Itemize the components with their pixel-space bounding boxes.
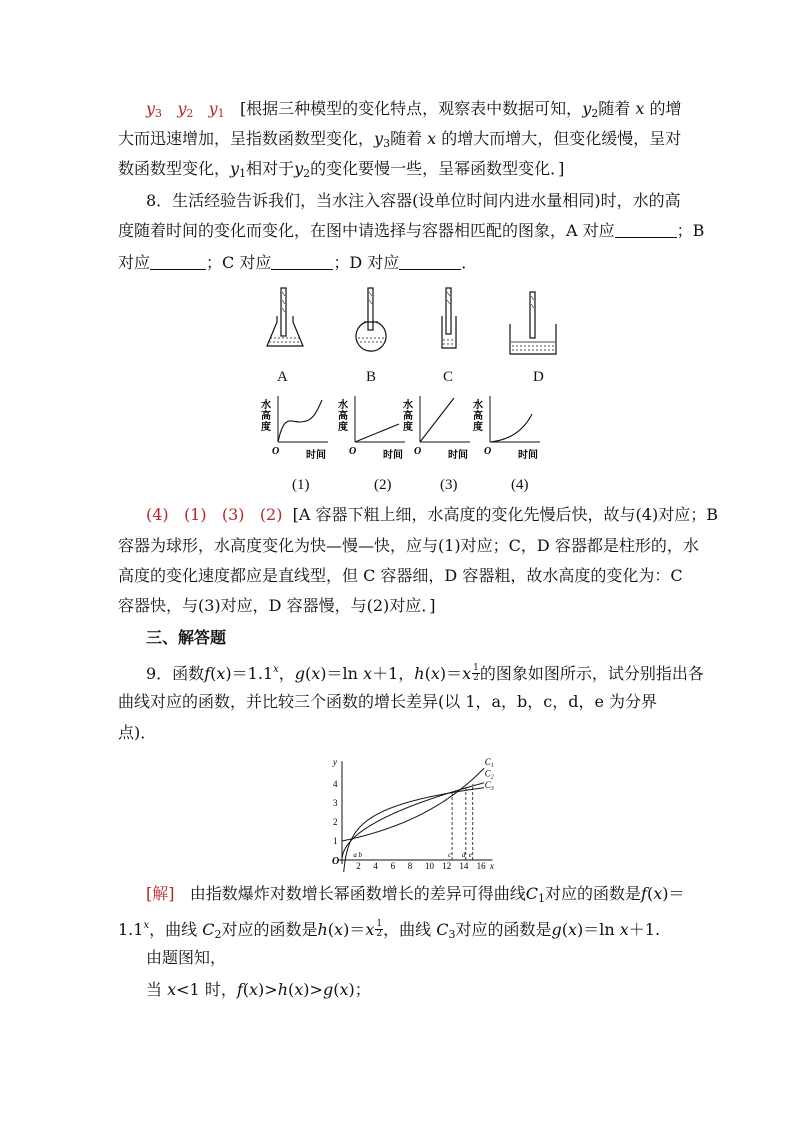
point-label-c: c xyxy=(448,851,452,859)
q8-stem-line1: 8．生活经验告诉我们，当水注入容器(设单位时间内进水量相同)时，水的高 xyxy=(146,191,681,210)
x-tick-label: 12 xyxy=(442,861,452,871)
q7-explanation-line3: 数函数型变化，$y_1$相对于$y_2$的变化要慢一些，呈幂函数型变化．] xyxy=(118,159,565,180)
containers-figure xyxy=(258,286,568,356)
container-a xyxy=(267,288,303,346)
container-c xyxy=(442,288,456,348)
q8-answers: (4) (1) (3) (2) xyxy=(146,505,283,524)
answer-y3: $y_3$ xyxy=(146,99,163,120)
q8-explanation-line3: 高度的变化速度都应是直线型，但 C 容器细，D 容器粗，故水高度的变化为：C xyxy=(118,566,683,585)
graph-y-label: 高 xyxy=(403,411,413,422)
container-label-b: B xyxy=(366,369,377,385)
q9-stem-line3: 点)． xyxy=(118,723,157,742)
graph-label-2: (2) xyxy=(374,477,392,493)
graph-y-label: 高 xyxy=(338,411,348,422)
graph-curve xyxy=(278,400,322,442)
q8-stem-line2: 度随着时间的变化而变化，在图中请选择与容器相匹配的图象，A 对应 ；B xyxy=(118,221,705,240)
y-tick-label: 4 xyxy=(333,779,338,789)
q7-answer-line: $y_3$ $y_2$ $y_1$ [根据三种模型的变化特点，观察表中数据可知，$y_2$随着 x 的增 xyxy=(146,99,682,120)
graph-y-label: 度 xyxy=(338,422,348,433)
q9-solution-line2: 1.1$^x$，曲线 $C_2$对应的函数是h(x)＝x $\frac{1}{2}$ ，曲线 $C_3$对应的函数是g(x)＝ln x＋1. xyxy=(118,919,661,941)
container-d xyxy=(510,292,556,354)
x-tick-label: 16 xyxy=(476,861,486,871)
graph-curve xyxy=(490,414,532,442)
q9-stem-line1: 9．函数$f(x)=1.1^x$，g(x)＝ln x＋1，h(x)＝x $\frac{1}{2}$ 的图象如图所示，试分别指出各 xyxy=(146,663,704,683)
y-axis-label: y xyxy=(333,757,337,767)
y-tick-label: 3 xyxy=(333,798,338,808)
graph-x-label: 时间 xyxy=(518,450,538,461)
point-label-e: e xyxy=(468,851,472,859)
curve-label-sub: 1 xyxy=(490,763,494,769)
answer-blank-b[interactable] xyxy=(150,255,206,270)
x-axis-label: x xyxy=(489,861,494,871)
graph-4 xyxy=(473,396,540,461)
graph-y-label: 高 xyxy=(473,411,483,422)
point-label-d: d xyxy=(461,851,466,859)
graph-origin: O xyxy=(414,446,422,457)
curve-label-sub: 3 xyxy=(490,785,494,792)
graph-1 xyxy=(261,396,328,461)
curve-c2 xyxy=(342,783,484,858)
graph-y-label: 水 xyxy=(261,400,271,411)
curve-label-2: $C_2$ xyxy=(484,768,494,781)
q8-answer-line: (4) (1) (3) (2) [A 容器下粗上细，水高度的变化先慢后快，故与(4)对应；B xyxy=(146,505,718,524)
container-label-c: C xyxy=(443,369,454,385)
graph-3 xyxy=(403,396,470,461)
answer-blank-c[interactable] xyxy=(271,255,333,270)
container-label-d: D xyxy=(533,369,544,385)
point-label-a: a xyxy=(353,851,357,859)
x-tick-label: 2 xyxy=(356,861,361,871)
container-b xyxy=(356,288,386,351)
graph-x-label: 时间 xyxy=(448,450,468,461)
graph-y-label: 水 xyxy=(403,400,413,411)
y-tick-label: 1 xyxy=(333,836,338,846)
graph-y-label: 度 xyxy=(261,422,271,433)
container-label-a: A xyxy=(277,369,288,385)
answer-y2: $y_2$ xyxy=(177,99,194,120)
curve-label-sub: 2 xyxy=(490,774,494,781)
graph-label-3: (3) xyxy=(440,477,458,493)
x-tick-label: 14 xyxy=(459,861,469,871)
x-tick-label: 4 xyxy=(373,861,378,871)
y-tick-label: 2 xyxy=(333,817,338,827)
origin-label: O xyxy=(332,856,340,867)
q8-explanation-line4: 容器快，与(3)对应，D 容器慢，与(2)对应．] xyxy=(118,596,436,615)
graph-x-label: 时间 xyxy=(383,450,403,461)
curve-label-3: $C_3$ xyxy=(484,779,494,792)
q9-solution-line1: [解] 由指数爆炸对数增长幂函数增长的差异可得曲线$C_1$对应的函数是f(x)＝ xyxy=(146,884,685,905)
q9-stem-line2: 曲线对应的函数，并比较三个函数的增长差异(以 1，a，b，c，d，e 为分界 xyxy=(118,692,658,711)
q8-explanation-line2: 容器为球形，水高度变化为快—慢—快，应与(1)对应；C，D 容器都是柱形的，水 xyxy=(118,536,699,555)
x-tick-label: 10 xyxy=(425,861,434,871)
point-label-b: b xyxy=(358,851,362,859)
solution-tag: [解] xyxy=(146,884,175,903)
section-title: 三、解答题 xyxy=(146,628,227,647)
curve-label-1: $C_1$ xyxy=(484,757,494,769)
graph-x-label: 时间 xyxy=(306,450,326,461)
q9-solution-line4: 当 x<1 时，f(x)>h(x)>g(x)； xyxy=(146,980,371,999)
graph-y-label: 水 xyxy=(473,400,483,411)
function-curves-chart xyxy=(322,752,502,872)
graph-label-4: (4) xyxy=(511,477,529,493)
graph-origin: O xyxy=(272,446,280,457)
graph-curve xyxy=(355,424,399,442)
graph-2 xyxy=(338,396,405,461)
x-tick-label: 6 xyxy=(390,861,396,871)
height-time-graphs xyxy=(260,394,560,464)
graph-y-label: 度 xyxy=(403,422,413,433)
q7-explanation-line2: 大而迅速增加，呈指数函数型变化，$y_3$随着 x 的增大而增大，但变化缓慢，呈对 xyxy=(118,129,682,150)
q9-solution-line3: 由题图知， xyxy=(146,948,227,967)
graph-label-1: (1) xyxy=(292,477,310,493)
q8-stem-line3: 对应 ；C 对应 ；D 对应 ． xyxy=(118,253,478,272)
graph-y-label: 高 xyxy=(261,411,271,422)
x-tick-label: 8 xyxy=(407,861,413,871)
graph-curve xyxy=(420,398,454,442)
answer-y1: $y_1$ xyxy=(208,99,225,120)
graph-y-label: 水 xyxy=(338,400,348,411)
graph-origin: O xyxy=(484,446,492,457)
answer-blank-a[interactable] xyxy=(615,223,677,238)
graph-origin: O xyxy=(349,446,357,457)
answer-blank-d[interactable] xyxy=(399,255,461,270)
graph-y-label: 度 xyxy=(473,422,483,433)
